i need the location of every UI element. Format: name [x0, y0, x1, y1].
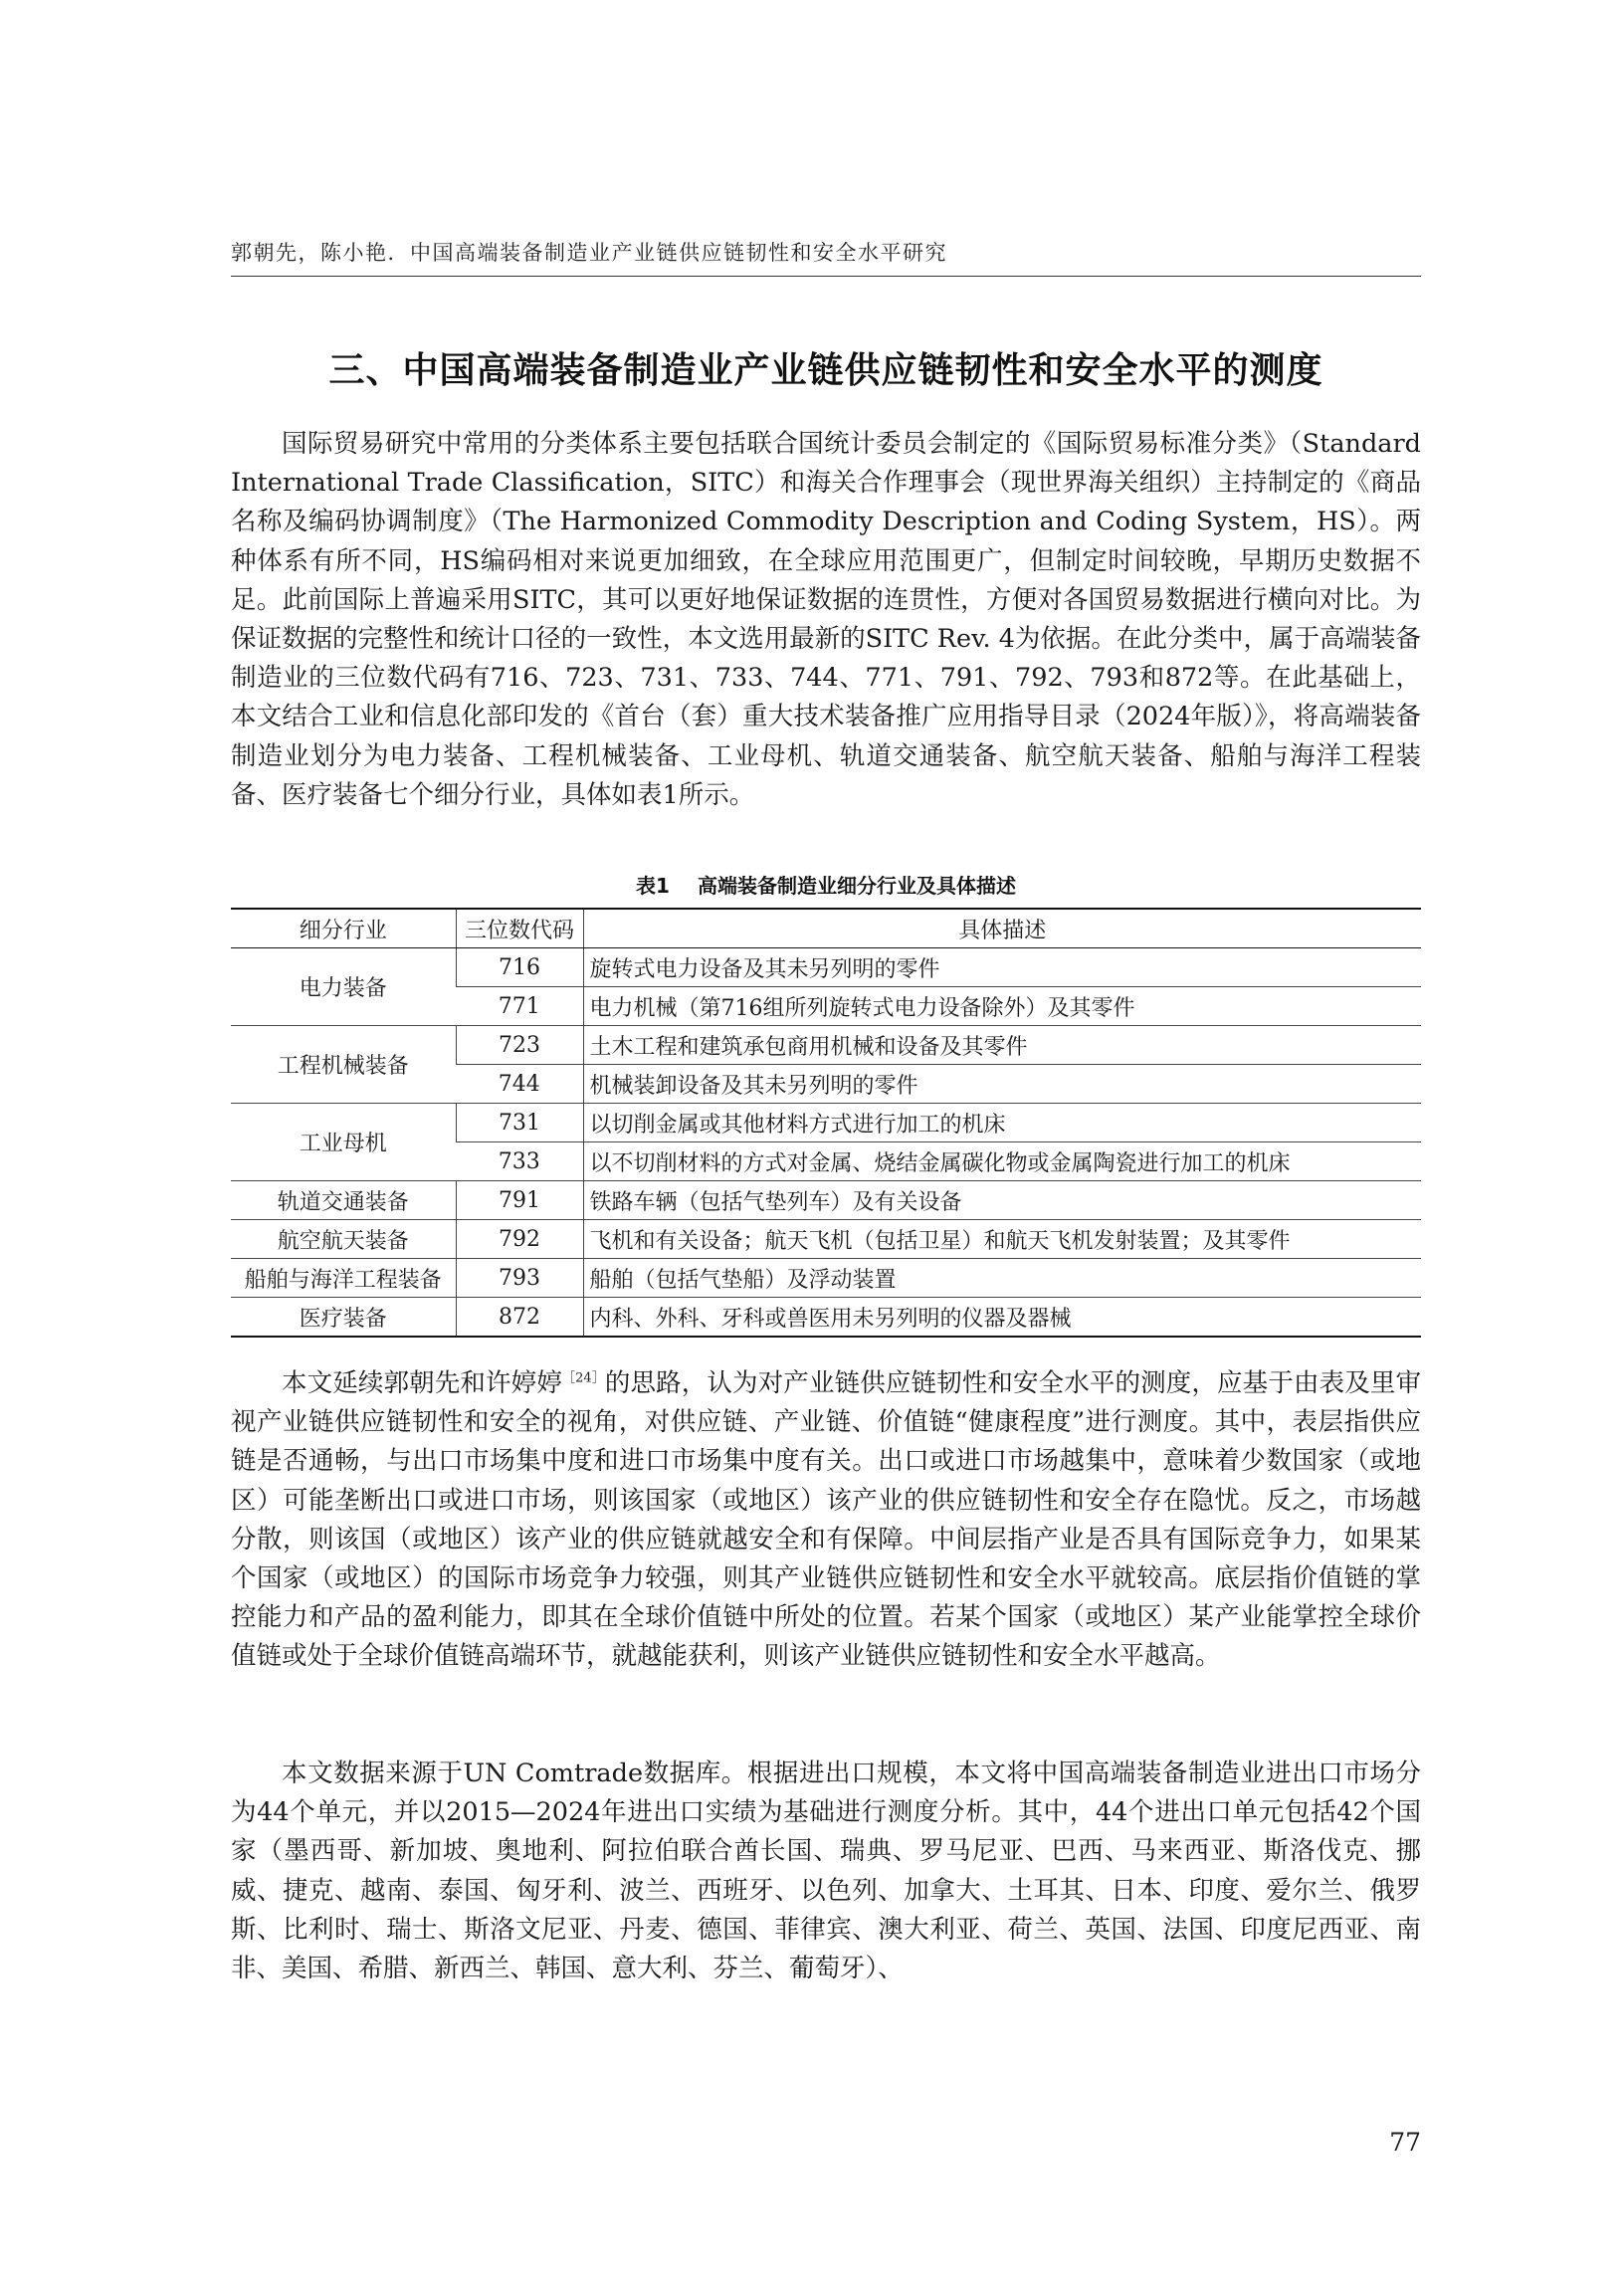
description-cell: 飞机和有关设备；航天飞机（包括卫星）和航天飞机发射装置；及其零件	[583, 1220, 1421, 1259]
body-paragraph-1: 国际贸易研究中常用的分类体系主要包括联合国统计委员会制定的《国际贸易标准分类》（Standard International Trade Classification，SITC）和海关合作理事会（现世界海关组织）主持制定的《商品名称及编码协调制度》（The Harmonized Commodity Description and Coding System，HS）。两种体系有所不同，HS编码相对来说更加细致，在全球应用范围更广，但制定时间较晚，早期历史数据不足。此前国际上普遍采用SITC，其可以更好地保证数据的连贯性，方便对各国贸易数据进行横向对比。为保证数据的完整性和统计口径的一致性，本文选用最新的SITC Rev. 4为依据。在此分类中，属于高端装备制造业的三位数代码有716、723、731、733、744、771、791、792、793和872等。在此基础上，本文结合工业和信息化部印发的《首台（套）重大技术装备推广应用指导目录（2024年版）》，将高端装备制造业划分为电力装备、工程机械装备、工业母机、轨道交通装备、航空航天装备、船舶与海洋工程装备、医疗装备七个细分行业，具体如表1所示。	[231, 429, 1421, 810]
table-row	[231, 948, 1421, 987]
header-industry: 细分行业	[231, 909, 456, 948]
table-header-row	[231, 909, 1421, 948]
table-row	[231, 1259, 1421, 1298]
code-cell: 733	[456, 1142, 583, 1181]
citation-ref: ［24］	[561, 1370, 605, 1386]
table-row	[231, 1104, 1421, 1142]
code-cell: 872	[456, 1298, 583, 1338]
code-cell: 723	[456, 1026, 583, 1065]
code-cell: 716	[456, 948, 583, 987]
table-row	[231, 1298, 1421, 1338]
table-row	[231, 1181, 1421, 1220]
table-row	[231, 1220, 1421, 1259]
code-cell: 792	[456, 1220, 583, 1259]
running-head: 郭朝先，陈小艳．中国高端装备制造业产业链供应链韧性和安全水平研究	[231, 237, 1421, 277]
table-row	[231, 1026, 1421, 1065]
header-code: 三位数代码	[456, 909, 583, 948]
code-cell: 744	[456, 1065, 583, 1104]
code-cell: 731	[456, 1104, 583, 1142]
section-title: 三、中国高端装备制造业产业链供应链韧性和安全水平的测度	[328, 350, 1323, 391]
paragraph-2-text-b: 的思路，认为对产业链供应链韧性和安全水平的测度，应基于由表及里审视产业链供应链韧性和安全的视角，对供应链、产业链、价值链“健康程度”进行测度。其中，表层指供应链是否通畅，与出口市场集中度和进口市场集中度有关。出口或进口市场越集中，意味着少数国家（或地区）可能垄断出口或进口市场，则该国家（或地区）该产业的供应链韧性和安全存在隐忧。反之，市场越分散，则该国（或地区）该产业的供应链就越安全和有保障。中间层指产业是否具有国际竞争力，如果某个国家（或地区）的国际市场竞争力较强，则其产业链供应链韧性和安全水平就较高。底层指价值链的掌控能力和产品的盈利能力，即其在全球价值链中所处的位置。若某个国家（或地区）某产业能掌控全球价值链或处于全球价值链高端环节，就越能获利，则该产业链供应链韧性和安全水平越高。	[231, 1368, 1421, 1672]
body-paragraph-3: 本文数据来源于UN Comtrade数据库。根据进出口规模，本文将中国高端装备制造业进出口市场分为44个单元，并以2015—2024年进出口实绩为基础进行测度分析。其中，44个进出口单元包括42个国家（墨西哥、新加坡、奥地利、阿拉伯联合酋长国、瑞典、罗马尼亚、巴西、马来西亚、斯洛伐克、挪威、捷克、越南、泰国、匈牙利、波兰、西班牙、以色列、加拿大、土耳其、日本、印度、爱尔兰、俄罗斯、比利时、瑞士、斯洛文尼亚、丹麦、德国、菲律宾、澳大利亚、荷兰、英国、法国、印度尼西亚、南非、美国、希腊、新西兰、韩国、意大利、芬兰、葡萄牙）、	[231, 1759, 1421, 1984]
description-cell: 土木工程和建筑承包商用机械和设备及其零件	[583, 1026, 1421, 1065]
code-cell: 771	[456, 987, 583, 1026]
industry-cell: 医疗装备	[231, 1298, 456, 1338]
description-cell: 以不切削材料的方式对金属、烧结金属碳化物或金属陶瓷进行加工的机床	[583, 1142, 1421, 1181]
industry-cell: 轨道交通装备	[231, 1181, 456, 1220]
table-caption	[231, 870, 1421, 899]
industry-cell: 电力装备	[231, 948, 456, 1026]
code-cell: 791	[456, 1181, 583, 1220]
code-cell: 793	[456, 1259, 583, 1298]
table-label: 表1	[636, 874, 670, 898]
industry-cell: 工程机械装备	[231, 1026, 456, 1104]
header-description: 具体描述	[583, 909, 1421, 948]
industry-cell: 工业母机	[231, 1104, 456, 1181]
industry-table	[231, 908, 1421, 1338]
description-cell: 铁路车辆（包括气垫列车）及有关设备	[583, 1181, 1421, 1220]
description-cell: 电力机械（第716组所列旋转式电力设备除外）及其零件	[583, 987, 1421, 1026]
description-cell: 船舶（包括气垫船）及浮动装置	[583, 1259, 1421, 1298]
body-paragraph-2	[231, 1364, 1421, 1677]
industry-cell: 航空航天装备	[231, 1220, 456, 1259]
description-cell: 机械装卸设备及其未另列明的零件	[583, 1065, 1421, 1104]
description-cell: 旋转式电力设备及其未另列明的零件	[583, 948, 1421, 987]
description-cell: 以切削金属或其他材料方式进行加工的机床	[583, 1104, 1421, 1142]
paragraph-2-text-a: 本文延续郭朝先和许婷婷	[282, 1368, 562, 1398]
page-number: 77	[1389, 2128, 1421, 2157]
description-cell: 内科、外科、牙科或兽医用未另列明的仪器及器械	[583, 1298, 1421, 1338]
industry-cell: 船舶与海洋工程装备	[231, 1259, 456, 1298]
table-title: 高端装备制造业细分行业及具体描述	[697, 874, 1016, 898]
